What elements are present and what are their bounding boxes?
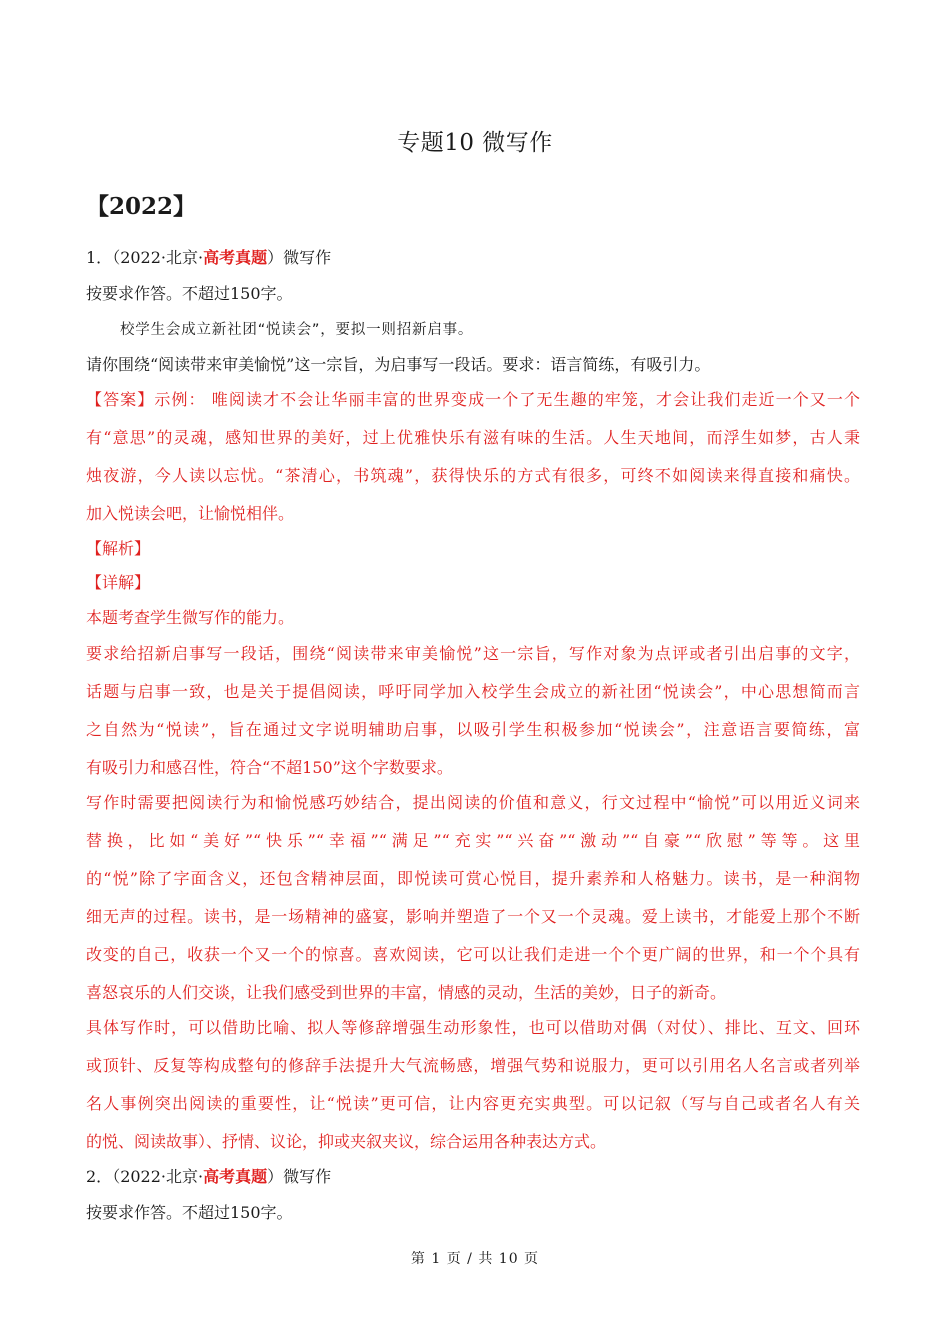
detail-line: 本题考查学生微写作的能力。 — [86, 608, 295, 627]
question-source-tag: 高考真题 — [203, 248, 268, 267]
question-instruction: 按要求作答。不超过150字。 — [86, 1203, 293, 1222]
question-number: 1． — [86, 248, 113, 267]
answer-line: 【答案】示例： 唯阅读才不会让华丽丰富的世界变成一个了无生趣的牢笼，才会让我们走近一个又一个 — [86, 390, 860, 409]
detail-line: 喜怒哀乐的人们交谈，让我们感受到世界的丰富，情感的灵动，生活的美妙，日子的新奇。 — [86, 983, 727, 1002]
detail-label: 【详解】 — [86, 573, 151, 592]
question-number: 2． — [86, 1167, 113, 1186]
detail-line: 名人事例突出阅读的重要性，让“悦读”更可信，让内容更充实典型。可以记叙（写与自己或者名人有关 — [86, 1094, 860, 1113]
question-source-open: （2022·北京· — [112, 248, 204, 267]
page-title: 专题10 微写作 — [397, 130, 553, 156]
question-2-header — [86, 1167, 860, 1187]
answer-line: 加入悦读会吧，让愉悦相伴。 — [86, 504, 295, 523]
question-prompt: 请你围绕“阅读带来审美愉悦”这一宗旨，为启事写一段话。要求：语言简练，有吸引力。 — [86, 355, 711, 374]
detail-line: 的“悦”除了字面含义，还包含精神层面，即悦读可赏心悦目，提升素养和人格魅力。读书，是一种润物 — [86, 869, 860, 888]
detail-line: 具体写作时，可以借助比喻、拟人等修辞增强生动形象性，也可以借助对偶（对仗）、排比、互文、回环 — [86, 1018, 860, 1037]
question-instruction: 按要求作答。不超过150字。 — [86, 284, 293, 303]
answer-line: 有“意思”的灵魂，感知世界的美好，过上优雅快乐有滋有味的生活。人生天地间，而浮生如梦，古人秉 — [86, 428, 860, 447]
question-source-close: ）微写作 — [267, 248, 332, 267]
detail-line: 有吸引力和感召性，符合“不超150”这个字数要求。 — [86, 758, 453, 777]
detail-line: 改变的自己，收获一个又一个的惊喜。喜欢阅读，它可以让我们走进一个个更广阔的世界，和一个个具有 — [86, 945, 860, 964]
detail-line: 的悦、阅读故事）、抒情、议论，抑或夹叙夹议，综合运用各种表达方式。 — [86, 1132, 607, 1151]
answer-line: 烛夜游，今人读以忘忧。“茶清心，书筑魂”，获得快乐的方式有很多，可终不如阅读来得直接和痛快。 — [86, 466, 860, 485]
detail-line: 替换，比如“美好”“快乐”“幸福”“满足”“充实”“兴奋”“激动”“自豪”“欣慰”等等。这里 — [86, 831, 860, 850]
question-quote: 校学生会成立新社团“悦读会”，要拟一则招新启事。 — [120, 322, 474, 338]
detail-line: 要求给招新启事写一段话，围绕“阅读带来审美愉悦”这一宗旨，写作对象为点评或者引出启事的文字， — [86, 644, 860, 663]
detail-line: 话题与启事一致，也是关于提倡阅读，呼吁同学加入校学生会成立的新社团“悦读会”，中心思想简而言 — [86, 682, 860, 701]
detail-line: 细无声的过程。读书，是一场精神的盛宴，影响并塑造了一个又一个灵魂。爱上读书，才能爱上那个不断 — [86, 907, 860, 926]
detail-line: 之自然为“悦读”，旨在通过文字说明辅助启事，以吸引学生积极参加“悦读会”，注意语言要简练，富 — [86, 720, 860, 739]
detail-line: 或顶针、反复等构成整句的修辞手法提升大气流畅感，增强气势和说服力，更可以引用名人名言或者列举 — [86, 1056, 860, 1075]
answer-label: 【答案】 — [86, 390, 155, 409]
question-1-header — [86, 248, 860, 268]
year-heading: 【2022】 — [86, 193, 197, 220]
question-source-open: （2022·北京· — [112, 1167, 204, 1186]
question-source-tag: 高考真题 — [203, 1167, 268, 1186]
question-source-close: ）微写作 — [267, 1167, 332, 1186]
page-footer: 第 1 页 / 共 10 页 — [410, 1251, 540, 1267]
detail-line: 写作时需要把阅读行为和愉悦感巧妙结合，提出阅读的价值和意义，行文过程中“愉悦”可以用近义词来 — [86, 793, 860, 812]
analysis-label: 【解析】 — [86, 539, 151, 558]
